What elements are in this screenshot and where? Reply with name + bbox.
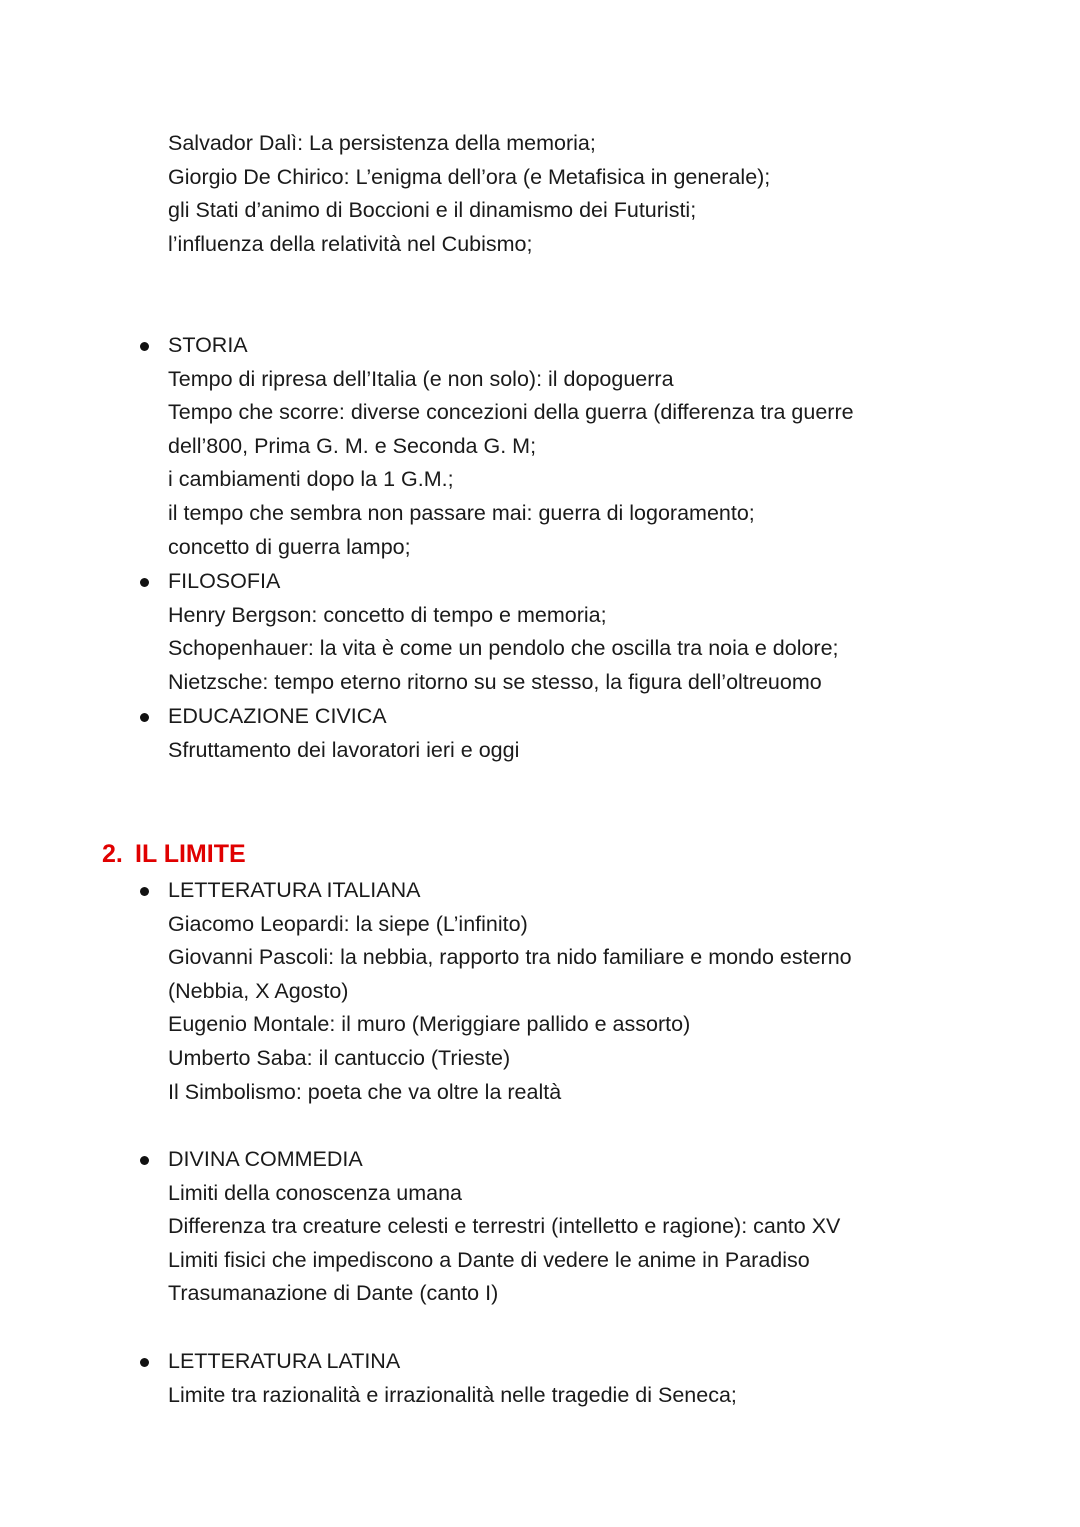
text-line: Henry Bergson: concetto di tempo e memoria;	[168, 602, 607, 627]
bullet-icon	[140, 713, 149, 722]
subject-title	[0, 874, 1080, 908]
subject-title-text: DIVINA COMMEDIA	[168, 1147, 363, 1171]
section-divina-commedia	[0, 1143, 1080, 1311]
section-filosofia	[0, 565, 1080, 699]
subject-title-text: LETTERATURA ITALIANA	[168, 878, 421, 902]
text-line: Giorgio De Chirico: L’enigma dell’ora (e Metafisica in generale);	[168, 164, 771, 189]
subject-title-text: LETTERATURA LATINA	[168, 1349, 401, 1373]
text-line: i cambiamenti dopo la 1 G.M.;	[168, 467, 454, 492]
text-line: Trasumanazione di Dante (canto I)	[168, 1281, 499, 1306]
subject-title-text: EDUCAZIONE CIVICA	[168, 704, 387, 728]
text-line: Limite tra razionalità e irrazionalità nelle tragedie di Seneca;	[168, 1382, 737, 1407]
text-line: l’influenza della relatività nel Cubismo;	[168, 231, 533, 256]
section-number: 2.	[102, 840, 123, 868]
subject-title-text: FILOSOFIA	[168, 569, 281, 593]
subject-title-text: STORIA	[168, 333, 248, 357]
text-line: Eugenio Montale: il muro (Meriggiare pallido e assorto)	[168, 1012, 691, 1037]
text-line: dell’800, Prima G. M. e Seconda G. M;	[168, 433, 537, 458]
text-line: Giacomo Leopardi: la siepe (L’infinito)	[168, 911, 528, 936]
text-line: Il Simbolismo: poeta che va oltre la realtà	[168, 1079, 562, 1104]
section-letteratura-italiana	[0, 874, 1080, 1109]
text-line: Differenza tra creature celesti e terrestri (intelletto e ragione): canto XV	[168, 1214, 841, 1239]
subject-title	[0, 1345, 1080, 1379]
bullet-icon	[140, 578, 149, 587]
section-heading	[102, 836, 246, 872]
text-line: Limiti fisici che impediscono a Dante di vedere le anime in Paradiso	[168, 1247, 810, 1272]
bullet-icon	[140, 1156, 149, 1165]
bullet-icon	[140, 342, 149, 351]
text-line: Nietzsche: tempo eterno ritorno su se stesso, la figura dell’oltreuomo	[168, 669, 822, 694]
text-line: Salvador Dalì: La persistenza della memoria;	[168, 131, 596, 155]
text-line: Schopenhauer: la vita è come un pendolo che oscilla tra noia e dolore;	[168, 636, 839, 661]
text-line: Tempo che scorre: diverse concezioni della guerra (differenza tra guerre	[168, 400, 854, 425]
text-line: Sfruttamento dei lavoratori ieri e oggi	[168, 737, 520, 762]
section-letteratura-latina	[0, 1345, 1080, 1412]
subject-title	[0, 329, 1080, 363]
text-line: Umberto Saba: il cantuccio (Trieste)	[168, 1045, 511, 1070]
bullet-icon	[140, 887, 149, 896]
subject-title	[0, 1143, 1080, 1177]
text-line: Limiti della conoscenza umana	[168, 1180, 462, 1205]
subject-title	[0, 565, 1080, 599]
intro-block	[0, 127, 1080, 261]
section-title: IL LIMITE	[135, 840, 246, 868]
text-line: gli Stati d’animo di Boccioni e il dinamismo dei Futuristi;	[168, 198, 697, 223]
text-line: Giovanni Pascoli: la nebbia, rapporto tra nido familiare e mondo esterno	[168, 945, 852, 970]
subject-title	[0, 700, 1080, 734]
text-line: il tempo che sembra non passare mai: guerra di logoramento;	[168, 500, 755, 525]
text-line: (Nebbia, X Agosto)	[168, 978, 349, 1003]
section-storia	[0, 329, 1080, 564]
section-educazione-civica	[0, 700, 1080, 767]
bullet-icon	[140, 1358, 149, 1367]
text-line: Tempo di ripresa dell’Italia (e non solo): il dopoguerra	[168, 366, 674, 391]
text-line: concetto di guerra lampo;	[168, 534, 411, 559]
